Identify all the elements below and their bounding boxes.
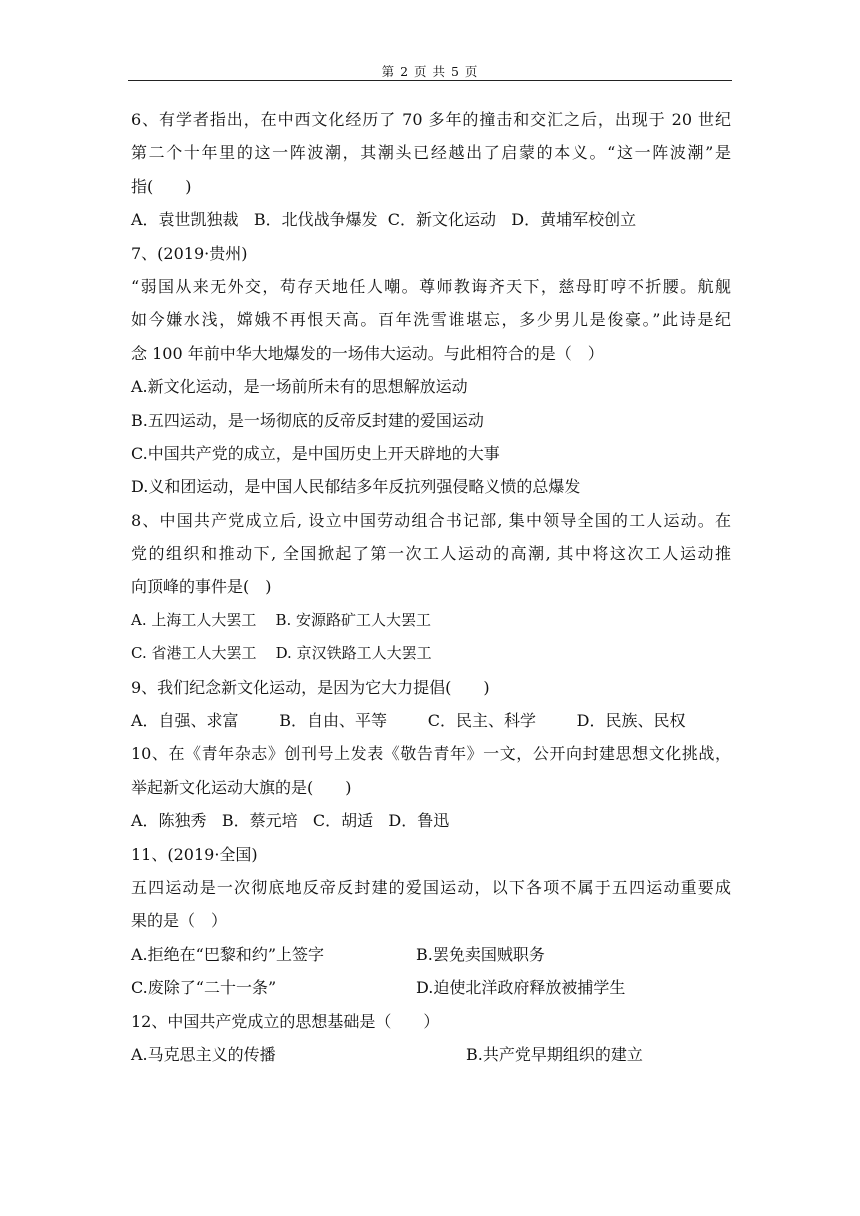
- q7-option-b: B.五四运动，是一场彻底的反帝反封建的爱国运动: [131, 410, 484, 430]
- q8-stem-line-3: 向顶峰的事件是( ): [131, 577, 272, 597]
- q6-options: [131, 203, 731, 236]
- q8-option-a: A. 上海工人大罢工: [131, 610, 257, 629]
- q8-option-b: B. 安源路矿工人大罢工: [275, 610, 432, 629]
- q8-option-d: D. 京汉铁路工人大罢工: [275, 644, 432, 663]
- q10-option-a: A．陈独秀: [131, 811, 207, 831]
- q11-option-d: D.迫使北洋政府释放被捕学生: [416, 978, 626, 998]
- q11-heading: 11、(2019·全国): [131, 844, 258, 864]
- q8-option-c: C. 省港工人大罢工: [131, 644, 257, 663]
- q9-stem: 9、我们纪念新文化运动，是因为它大力提倡( ): [131, 677, 490, 697]
- q11-option-b: B.罢免卖国贼职务: [416, 944, 545, 964]
- q12-stem: 12、中国共产党成立的思想基础是（ ）: [131, 1011, 440, 1031]
- q6-stem-line-1: 6、有学者指出，在中西文化经历了 70 多年的撞击和交汇之后，出现于 20 世纪: [131, 110, 731, 129]
- q10-option-d: D．鲁迅: [388, 811, 450, 831]
- q6-stem-line-3: 指( ): [131, 176, 192, 196]
- q7-heading: 7、(2019·贵州): [131, 243, 248, 263]
- q6-option-d: D．黄埔军校创立: [511, 210, 637, 230]
- q10-stem-line-1: 10、在《青年杂志》创刊号上发表《敬告青年》一文，公开向封建思想文化挑战，: [131, 744, 731, 764]
- q11-stem-line-1: 五四运动是一次彻底地反帝反封建的爱国运动，以下各项不属于五四运动重要成: [131, 877, 731, 897]
- q9-option-d: D．民族、民权: [576, 711, 686, 731]
- q8-stem-line-1: 8、中国共产党成立后, 设立中国劳动组合书记部, 集中领导全国的工人运动。在: [131, 510, 731, 530]
- q10-options: [131, 804, 731, 837]
- q6-option-a: A．袁世凯独裁: [131, 210, 239, 230]
- q12-option-a: A.马克思主义的传播: [131, 1044, 276, 1064]
- q8-options-row-1: [131, 604, 731, 637]
- q10-option-b: B．蔡元培: [221, 811, 298, 831]
- q8-options-row-2: [131, 637, 731, 670]
- q8-stem-line-2: 党的组织和推动下, 全国掀起了第一次工人运动的高潮, 其中将这次工人运动推: [131, 544, 731, 564]
- q11-stem-line-2: 果的是（ ）: [131, 911, 228, 931]
- header-divider: [128, 80, 732, 81]
- q9-option-a: A．自强、求富: [131, 711, 239, 731]
- q7-option-c: C.中国共产党的成立，是中国历史上开天辟地的大事: [131, 443, 500, 463]
- question-list: [131, 103, 731, 1071]
- q6-stem-line-2: 第二个十年里的这一阵波潮，其潮头已经越出了启蒙的本义。“这一阵波潮”是: [131, 143, 731, 163]
- q7-stem-line-2: 如今嫌水浅，嫦娥不再恨天高。百年洗雪谁堪忘，多少男儿是俊豪。”此诗是纪: [131, 310, 731, 330]
- q10-option-c: C．胡适: [312, 811, 374, 831]
- q7-stem-line-3: 念 100 年前中华大地爆发的一场伟大运动。与此相符合的是（ ）: [131, 343, 604, 363]
- q11-option-c: C.废除了“二十一条”: [131, 978, 277, 998]
- q6-option-b: B．北伐战争爆发: [253, 210, 378, 230]
- q7-option-d: D.义和团运动，是中国人民郁结多年反抗列强侵略义愤的总爆发: [131, 477, 581, 497]
- q7-stem-line-1: “弱国从来无外交，苟存天地任人嘲。尊师教诲齐天下，慈母盯哼不折腰。航舰: [131, 276, 731, 296]
- q11-options-row-2: [131, 971, 731, 1004]
- q10-stem-line-2: 举起新文化运动大旗的是( ): [131, 777, 352, 797]
- q9-option-b: B．自由、平等: [279, 711, 388, 731]
- q6-option-c: C．新文化运动: [387, 210, 497, 230]
- q11-options-row-1: [131, 938, 731, 971]
- q11-option-a: A.拒绝在“巴黎和约”上签字: [131, 944, 325, 964]
- q9-options: [131, 704, 731, 737]
- q9-option-c: C．民主、科学: [427, 711, 536, 731]
- page-header: 第 2 页 共 5 页: [381, 64, 479, 79]
- q7-option-a: A.新文化运动，是一场前所未有的思想解放运动: [131, 377, 468, 397]
- q12-option-b: B.共产党早期组织的建立: [466, 1044, 643, 1064]
- q12-options-row-1: [131, 1038, 731, 1071]
